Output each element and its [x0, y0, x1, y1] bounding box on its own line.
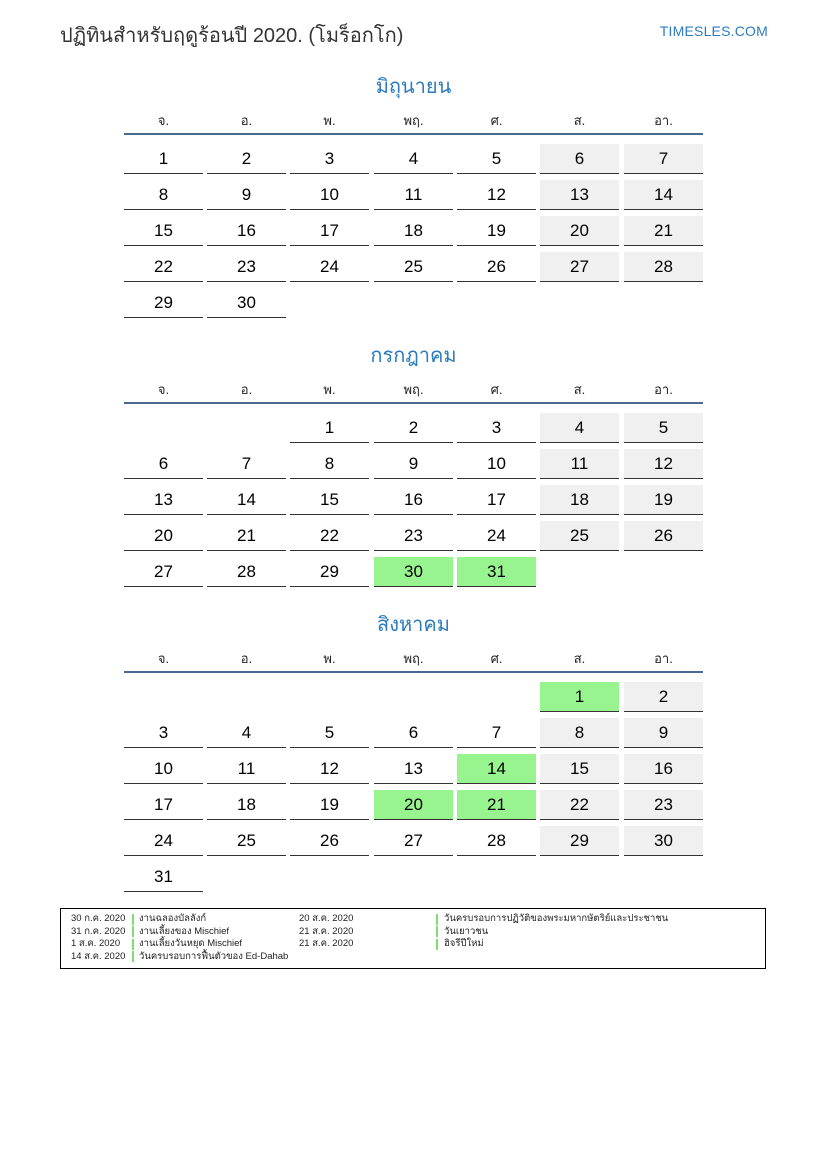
day-cell: 9: [374, 449, 453, 479]
day-cell: 2: [207, 144, 286, 174]
day-cell: 13: [124, 485, 203, 515]
day-cell: 2: [624, 682, 703, 712]
day-cell: 25: [207, 826, 286, 856]
day-cell: 6: [540, 144, 619, 174]
weekday-label: พ.: [323, 651, 336, 666]
day-cell: 3: [290, 144, 369, 174]
legend-marker: [132, 926, 134, 937]
legend-marker: [132, 914, 134, 925]
day-cell: 23: [624, 790, 703, 820]
day-cell: 18: [374, 216, 453, 246]
day-cell: 22: [124, 252, 203, 282]
legend-holiday-name: วันครบรอบการฟื้นตัวของ Ed-Dahab: [139, 950, 289, 962]
day-cell: 24: [457, 521, 536, 551]
day-cell: 12: [457, 180, 536, 210]
legend-marker: [132, 951, 134, 962]
month-name: สิงหาคม: [377, 614, 450, 636]
day-cell: 19: [290, 790, 369, 820]
legend-holiday-name: ฮิจรีปีใหม่: [444, 938, 484, 949]
day-cell: 5: [624, 413, 703, 443]
day-cell: 7: [207, 449, 286, 479]
legend-date: 31 ก.ค. 2020: [71, 925, 126, 937]
day-cell: 18: [207, 790, 286, 820]
day-cell: 13: [374, 754, 453, 784]
day-cell: 26: [624, 521, 703, 551]
day-cell: 28: [207, 557, 286, 587]
weekday-label: จ.: [157, 113, 170, 128]
day-cell: 31: [124, 862, 203, 892]
day-cell: 5: [457, 144, 536, 174]
weekday-label: พฤ.: [403, 651, 424, 666]
month-name: กรกฎาคม: [370, 345, 457, 367]
day-cell: 26: [457, 252, 536, 282]
day-cell: 29: [290, 557, 369, 587]
legend-holiday-name: วันเยาวชน: [444, 925, 489, 937]
day-cell: 1: [290, 413, 369, 443]
day-cell: 30: [624, 826, 703, 856]
day-cell: 1: [124, 144, 203, 174]
weekday-label: อ.: [240, 651, 253, 666]
weekday-label: อ.: [240, 113, 253, 128]
day-cell: 14: [207, 485, 286, 515]
day-cell: 23: [207, 252, 286, 282]
weekday-label: อา.: [654, 113, 673, 128]
day-cell: 8: [124, 180, 203, 210]
day-cell: 25: [374, 252, 453, 282]
weekday-label: จ.: [157, 382, 170, 397]
day-cell: 11: [540, 449, 619, 479]
page-title: ปฏิทินสำหรับฤดูร้อนปี 2020. (โมร็อกโก): [60, 25, 404, 47]
day-cell: 11: [207, 754, 286, 784]
weekday-label: จ.: [157, 651, 170, 666]
day-cell: 19: [457, 216, 536, 246]
day-cell: 27: [540, 252, 619, 282]
day-cell: 17: [290, 216, 369, 246]
day-cell: 14: [624, 180, 703, 210]
day-cell: 2: [374, 413, 453, 443]
legend-date: 30 ก.ค. 2020: [71, 913, 126, 924]
weekday-label: อา.: [654, 382, 673, 397]
day-cell: 15: [540, 754, 619, 784]
day-cell: 10: [290, 180, 369, 210]
day-cell: 4: [374, 144, 453, 174]
day-cell: 16: [624, 754, 703, 784]
legend-marker: [436, 939, 438, 950]
weekday-header: [124, 648, 703, 668]
holiday-day-cell: 21: [457, 790, 536, 820]
legend-date: 21 ส.ค. 2020: [299, 925, 354, 937]
weekday-label: อา.: [654, 651, 673, 666]
day-cell: 27: [124, 557, 203, 587]
day-cell: 16: [207, 216, 286, 246]
weekday-label: พฤ.: [403, 113, 424, 128]
header-divider: [124, 671, 703, 673]
day-cell: 7: [457, 718, 536, 748]
weekday-header: [124, 379, 703, 399]
day-cell: 19: [624, 485, 703, 515]
day-cell: 12: [624, 449, 703, 479]
day-cell: 7: [624, 144, 703, 174]
day-cell: 24: [290, 252, 369, 282]
day-cell: 24: [124, 826, 203, 856]
day-cell: 28: [457, 826, 536, 856]
weekday-label: ส.: [573, 382, 586, 397]
day-cell: 20: [540, 216, 619, 246]
weekday-label: พ.: [323, 382, 336, 397]
day-cell: 10: [457, 449, 536, 479]
day-cell: 16: [374, 485, 453, 515]
day-cell: 3: [457, 413, 536, 443]
day-cell: 13: [540, 180, 619, 210]
legend-holiday-name: งานฉลองบัลลังก์: [139, 913, 207, 924]
header-divider: [124, 133, 703, 135]
day-cell: 17: [124, 790, 203, 820]
day-cell: 3: [124, 718, 203, 748]
legend-holiday-name: วันครบรอบการปฏิวัติของพระมหากษัตริย์และประชาชน: [444, 913, 669, 924]
legend-date: 14 ส.ค. 2020: [71, 950, 126, 962]
day-cell: 22: [290, 521, 369, 551]
day-cell: 21: [624, 216, 703, 246]
day-cell: 5: [290, 718, 369, 748]
weekday-label: ศ.: [490, 651, 503, 666]
legend-holiday-name: งานเลี้ยงของ Mischief: [139, 925, 230, 937]
legend-marker: [436, 926, 438, 937]
day-cell: 6: [124, 449, 203, 479]
day-cell: 4: [540, 413, 619, 443]
day-cell: 23: [374, 521, 453, 551]
day-cell: 4: [207, 718, 286, 748]
day-cell: 28: [624, 252, 703, 282]
day-cell: 15: [290, 485, 369, 515]
day-cell: 22: [540, 790, 619, 820]
brand-link[interactable]: TIMESLES.COM: [659, 23, 768, 39]
day-cell: 26: [290, 826, 369, 856]
holiday-day-cell: 20: [374, 790, 453, 820]
holiday-day-cell: 30: [374, 557, 453, 587]
weekday-label: อ.: [240, 382, 253, 397]
day-cell: 25: [540, 521, 619, 551]
day-cell: 10: [124, 754, 203, 784]
weekday-header: [124, 110, 703, 130]
day-cell: 12: [290, 754, 369, 784]
day-cell: 15: [124, 216, 203, 246]
holiday-day-cell: 1: [540, 682, 619, 712]
weekday-label: ศ.: [490, 113, 503, 128]
day-cell: 29: [540, 826, 619, 856]
holiday-day-cell: 31: [457, 557, 536, 587]
day-cell: 20: [124, 521, 203, 551]
day-cell: 11: [374, 180, 453, 210]
legend-date: 20 ส.ค. 2020: [299, 913, 354, 924]
weekday-label: พฤ.: [403, 382, 424, 397]
day-cell: 9: [624, 718, 703, 748]
day-cell: 8: [540, 718, 619, 748]
legend-holiday-name: งานเลี้ยงวันหยุด Mischief: [139, 938, 243, 949]
weekday-label: ศ.: [490, 382, 503, 397]
day-cell: 21: [207, 521, 286, 551]
legend-marker: [132, 939, 134, 950]
weekday-label: ส.: [573, 651, 586, 666]
day-cell: 6: [374, 718, 453, 748]
day-cell: 29: [124, 288, 203, 318]
legend-date: 1 ส.ค. 2020: [71, 938, 121, 949]
legend-marker: [436, 914, 438, 925]
day-cell: 17: [457, 485, 536, 515]
month-name: มิถุนายน: [375, 76, 452, 98]
weekday-label: ส.: [573, 113, 586, 128]
holiday-day-cell: 14: [457, 754, 536, 784]
holiday-legend: [60, 908, 766, 969]
day-cell: 18: [540, 485, 619, 515]
day-cell: 8: [290, 449, 369, 479]
header-divider: [124, 402, 703, 404]
day-cell: 9: [207, 180, 286, 210]
weekday-label: พ.: [323, 113, 336, 128]
day-cell: 30: [207, 288, 286, 318]
day-cell: 27: [374, 826, 453, 856]
legend-date: 21 ส.ค. 2020: [299, 938, 354, 949]
